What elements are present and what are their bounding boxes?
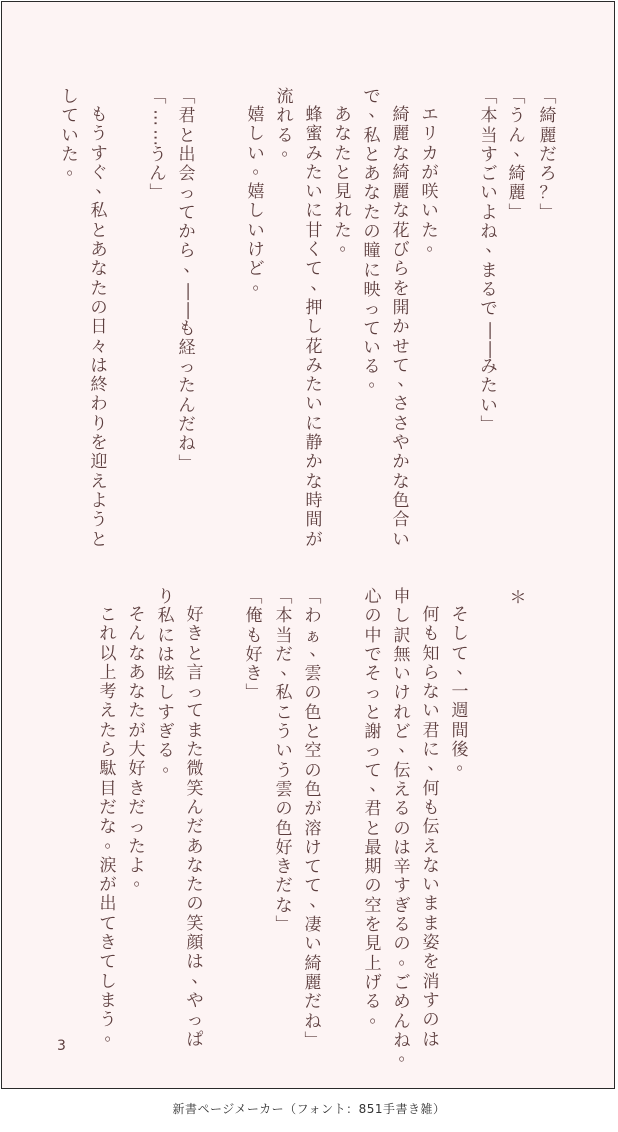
text-column: 何 も 知 ら な い 君 に 、 何 も 伝 え な い ま ま 姿 を 消 す の は — [422, 605, 445, 1050]
text-column: り 私 に は 眩 し す ぎ る 。 — [157, 587, 180, 776]
text-column: ﹁ 俺 も 好 き ﹂ — [245, 587, 263, 704]
text-column: 好 き と 言 っ て ま た 微 笑 ん だ あ な た の 笑 顔 は 、 や っ ぱ — [186, 605, 209, 1050]
text-column: こ れ 以 上 考 え た ら 駄 目 だ な 。 涙 が 出 て き て し ま う 。 — [99, 605, 122, 1045]
text-column: で 、 私 と あ な た の 瞳 に 映 っ て い る 。 — [363, 87, 386, 392]
text-column: 申 し 訳 無 い け れ ど 、 伝 え る の は 辛 す ぎ る の 。 ご め ん ね 。 — [393, 587, 416, 1066]
text-column: ﹁ 君 と 出 会 っ て か ら 、 ― ― も 経 っ た ん だ ね ﹂ — [178, 87, 201, 474]
text-column: 蜂 蜜 み た い に 甘 く て 、 押 し 花 み た い に 静 か な 時 間 が — [305, 105, 328, 550]
text-column: し て い た 。 — [61, 87, 84, 180]
text-column: 流 れ る 。 — [276, 87, 299, 160]
page-number: 3 — [57, 1038, 66, 1054]
footer-credit: 新書ページメーカー（フォント：851手書き雑） — [172, 1102, 446, 1116]
text-column: ﹁ … … う ん ﹂ — [149, 87, 170, 204]
text-column: も う す ぐ 、 私 と あ な た の 日 々 は 終 わ り を 迎 え よ う と — [90, 105, 113, 550]
text-column: 綺 麗 な 綺 麗 な 花 び ら を 開 か せ て 、 さ さ や か な 色 合 い — [392, 105, 415, 550]
text-column: エ リ カ が 咲 い た 。 — [421, 105, 444, 256]
text-column: そ し て 、 一 週 間 後 。 — [451, 605, 474, 775]
text-column: ﹁ 本 当 す ご い よ ね 、 ま る で ― ― み た い ﹂ — [480, 87, 503, 436]
text-column: ﹁ 綺 麗 だ ろ ？ ﹂ — [539, 87, 557, 223]
text-column: 心 の 中 で そ っ と 謝 っ て 、 君 と 最 期 の 空 を 見 上 げ る 。 — [364, 587, 387, 1027]
text-column: ﹁ わ ぁ 、 雲 の 色 と 空 の 色 が 溶 け て て 、 凄 い 綺 麗 だ ね ﹂ — [304, 587, 327, 1051]
text-column: 嬉 し い 。 嬉 し い け ど 。 — [247, 105, 270, 294]
manuscript-page — [1, 1, 615, 1089]
text-column: ﹁ 本 当 だ 、 私 こ う い う 雲 の 色 好 き だ な ﹂ — [275, 587, 298, 936]
text-column: ＊ — [509, 588, 527, 608]
text-column: あ な た と 見 れ た 。 — [334, 105, 357, 256]
text-column: そ ん な あ な た が 大 好 き だ っ た よ 。 — [128, 605, 151, 891]
text-column: ﹁ う ん 、 綺 麗 ﹂ — [508, 87, 531, 223]
